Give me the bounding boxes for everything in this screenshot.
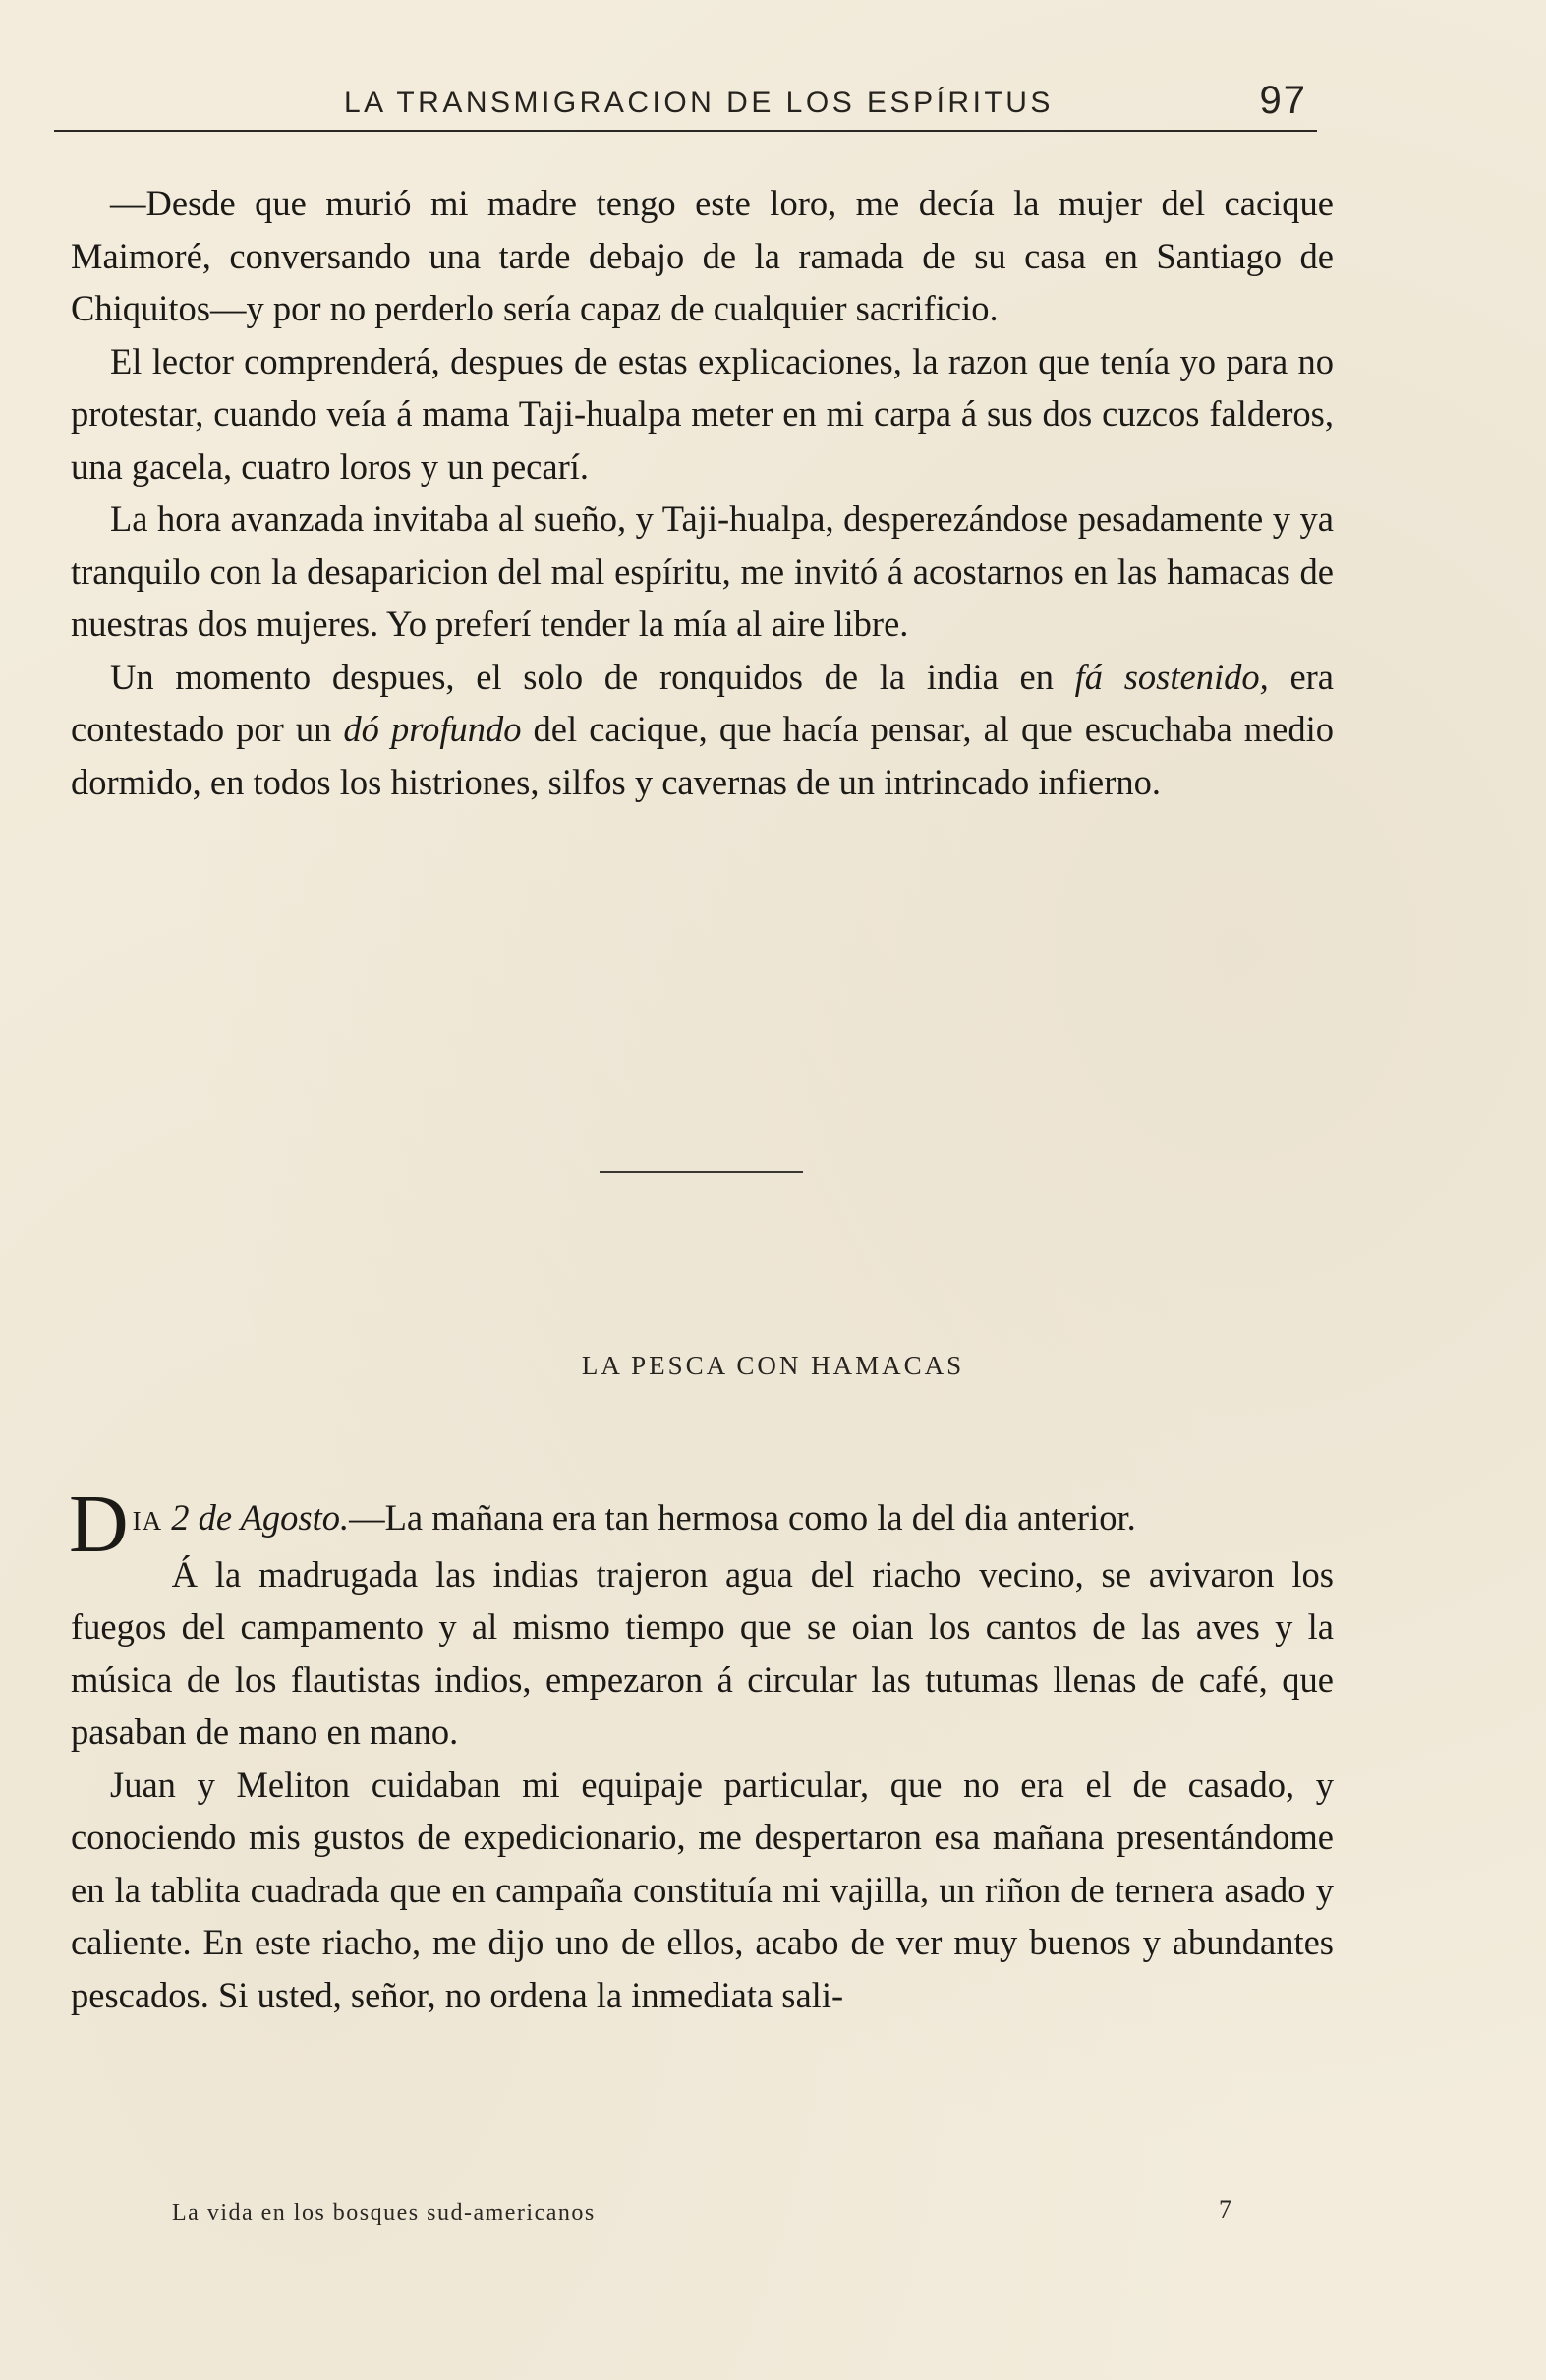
text-run: —La mañana era tan hermosa como la del dia anterior. (349, 1497, 1136, 1538)
page-header (54, 79, 1317, 132)
bottom-text-block (69, 1479, 1334, 2021)
text-run: era contestado por un (71, 656, 1334, 749)
footer-signature-mark: 7 (1219, 2195, 1231, 2224)
paragraph: —Desde que murió mi madre tengo este loro, me decía la mujer del cacique Maimoré, conversando una tarde debajo de la ramada de su casa en Santiago de Chiquitos—y por no perderlo sería capaz de cualquier sacrificio. (71, 183, 1334, 328)
paragraph: El lector comprenderá, despues de estas explicaciones, la razon que tenía yo para no protestar, cuando veía á mama Taji-hualpa meter en mi carpa á sus dos cuzcos falderos, una gacela, cuatro loros y un pecarí. (71, 340, 1334, 487)
paragraph: La hora avanzada invitaba al sueño, y Taji-hualpa, desperezándose pesadamente y ya tranquilo con la desaparicion del mal espíritu, me invitó á acostarnos en las hamacas de nuestras dos mujeres. Yo preferí tender la mía al aire libre. (71, 498, 1334, 644)
section-heading: LA PESCA CON HAMACAS (581, 1351, 965, 1380)
section-divider (600, 1171, 803, 1173)
date-italic: 2 de Agosto. (171, 1497, 350, 1538)
running-title: LA TRANSMIGRACION DE LOS ESPÍRITUS (344, 87, 1054, 119)
italic-term: dó profundo (343, 709, 522, 749)
page-number: 97 (1259, 79, 1307, 122)
paragraph (71, 651, 1334, 809)
italic-term: fá sostenido, (1074, 656, 1269, 697)
small-caps-word: IA (132, 1506, 163, 1536)
footer-book-title: La vida en los bosques sud-americanos (172, 2200, 596, 2226)
text-run: del cacique, que hacía pensar, al que escuchaba medio dormido, en todos los histriones, silfos y cavernas de un intrincado infierno. (71, 709, 1334, 802)
section-first-paragraph (69, 1479, 1334, 1570)
top-text-block (71, 177, 1334, 808)
text-run: Un momento despues, el solo de ronquidos de la india en (110, 656, 1075, 697)
drop-cap: D (69, 1479, 129, 1570)
paragraph: Á la madrugada las indias trajeron agua del riacho vecino, se avivaron los fuegos del campamento y al mismo tiempo que se oian los cantos de las aves y la música de los flautistas indios, empezaron á circular las tutumas llenas de café, que pasaban de mano en mano. (71, 1553, 1334, 1752)
paragraph: Juan y Meliton cuidaban mi equipaje particular, que no era el de casado, y conociendo mis gustos de expedicionario, me despertaron esa mañana presentándome en la tablita cuadrada que en campaña constituía mi vajilla, un riñon de ternera asado y caliente. En este riacho, me dijo uno de ellos, acabo de ver muy buenos y abundantes pescados. Si usted, señor, no ordena la inmediata sali- (71, 1764, 1334, 2015)
